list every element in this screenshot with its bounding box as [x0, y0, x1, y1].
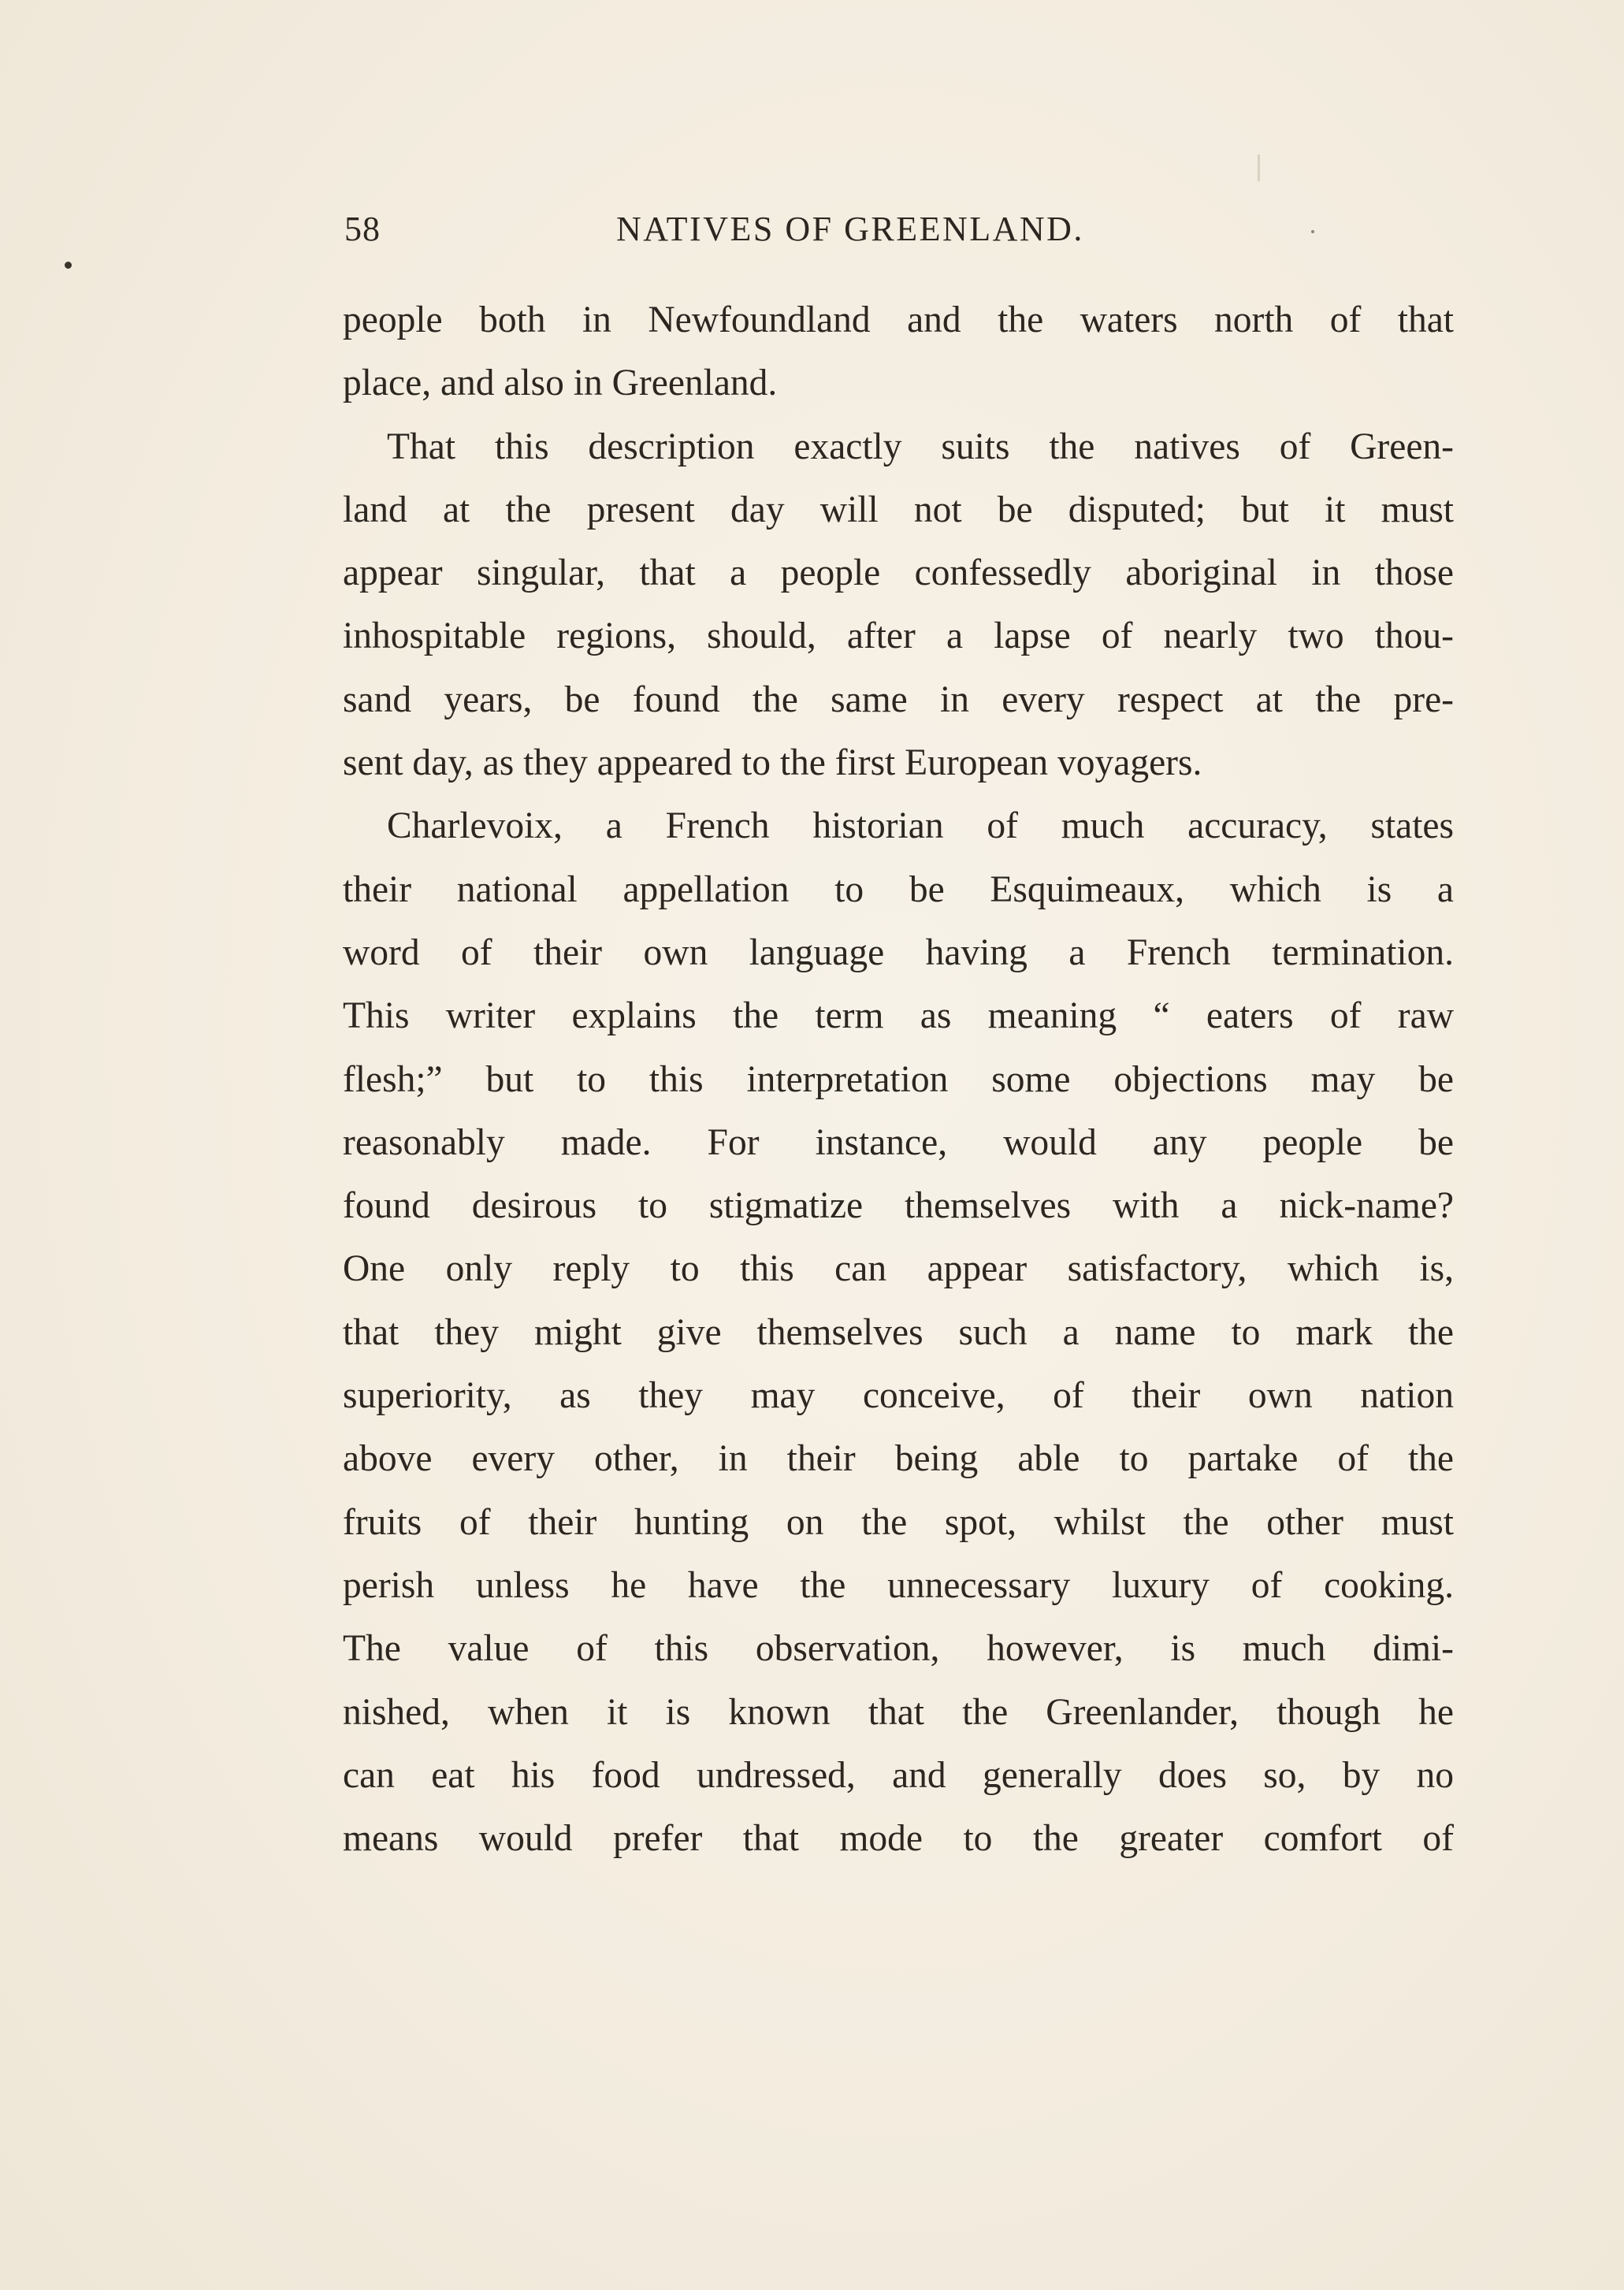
text-line: sent day, as they appeared to the first European voyagers.: [343, 742, 1202, 784]
text-line: appear singular, that a people confessedly aboriginal in those: [343, 552, 1454, 594]
text-line: Charlevoix, a French historian of much accuracy, states: [387, 805, 1454, 847]
text-line: fruits of their hunting on the spot, whilst the other must: [343, 1501, 1454, 1543]
text-line: their national appellation to be Esquimeaux, which is a: [343, 868, 1454, 910]
text-line: land at the present day will not be disputed; but it must: [343, 489, 1454, 530]
text-line: inhospitable regions, should, after a lapse of nearly two thou-: [343, 615, 1454, 657]
text-line: people both in Newfoundland and the waters north of that: [343, 299, 1454, 340]
paper-mark: [1258, 154, 1260, 181]
ink-speck: [65, 262, 72, 269]
text-line: superiority, as they may conceive, of their own nation: [343, 1375, 1454, 1417]
running-head: [344, 209, 1455, 256]
body-text: [343, 288, 1454, 1870]
text-line: flesh;” but to this interpretation some objections may be: [343, 1058, 1454, 1100]
text-line: nished, when it is known that the Greenlander, though he: [343, 1691, 1454, 1733]
text-line: found desirous to stigmatize themselves with a nick-name?: [343, 1185, 1454, 1227]
text-line: that they might give themselves such a name to mark the: [343, 1311, 1454, 1353]
text-line: perish unless he have the unnecessary luxury of cooking.: [343, 1564, 1454, 1606]
text-line: This writer explains the term as meaning “ eaters of raw: [343, 995, 1454, 1037]
page-title: NATIVES OF GREENLAND.: [616, 210, 1084, 248]
text-line: above every other, in their being able to partake of the: [343, 1438, 1454, 1480]
text-line: means would prefer that mode to the greater comfort of: [343, 1818, 1454, 1860]
page-number: 58: [344, 210, 381, 248]
text-line: can eat his food undressed, and generally does so, by no: [343, 1754, 1454, 1796]
text-line: place, and also in Greenland.: [343, 362, 778, 404]
text-line: The value of this observation, however, is much dimi-: [343, 1628, 1454, 1670]
text-line: reasonably made. For instance, would any people be: [343, 1121, 1454, 1163]
text-line: That this description exactly suits the natives of Green-: [387, 426, 1454, 467]
text-line: sand years, be found the same in every respect at the pre-: [343, 678, 1454, 720]
text-line: One only reply to this can appear satisfactory, which is,: [343, 1248, 1454, 1290]
text-line: word of their own language having a French termination.: [343, 931, 1454, 973]
